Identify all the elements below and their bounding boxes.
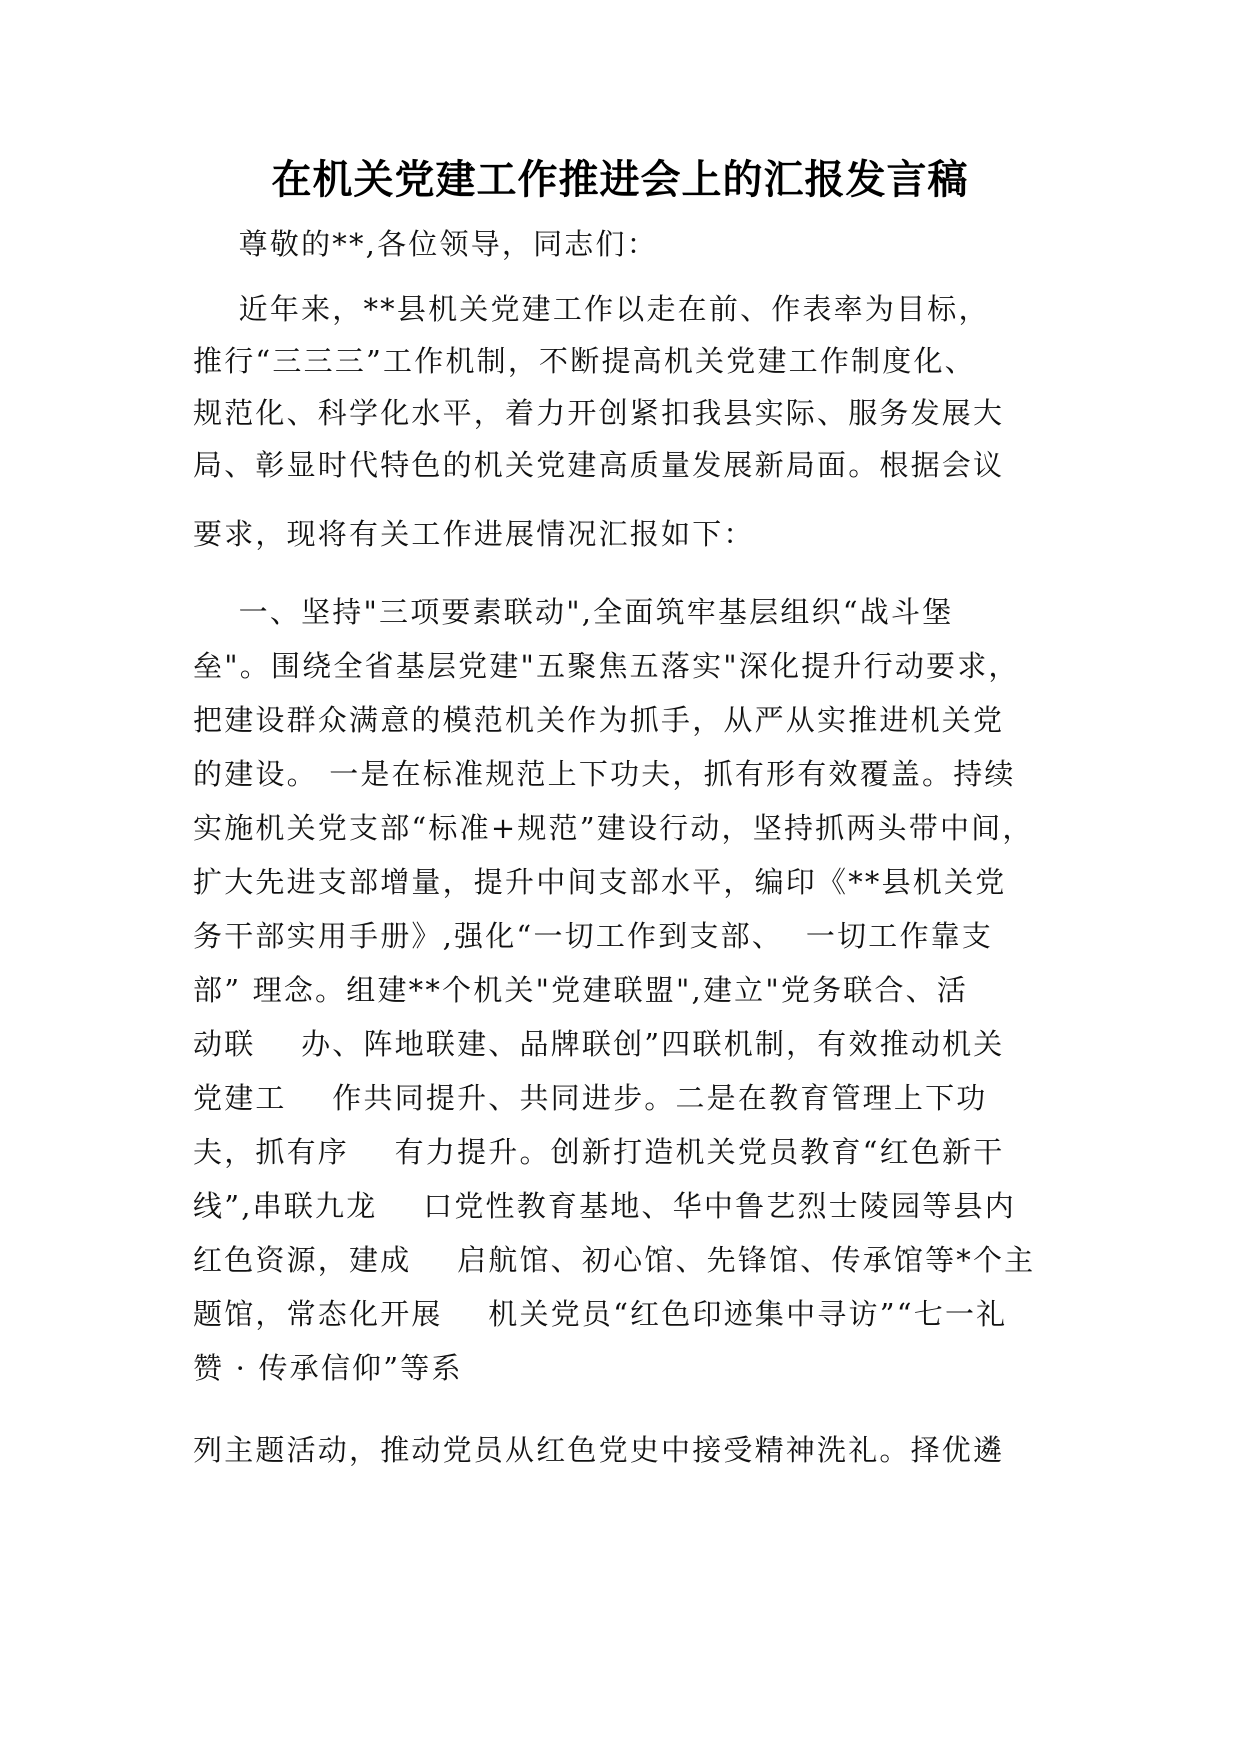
body-line: 推行“三三三”工作机制，不断提高机关党建工作制度化、 [193, 344, 976, 378]
body-line: 近年来，**县机关党建工作以走在前、作表率为目标， [193, 292, 990, 326]
body-line: 把建设群众满意的模范机关作为抓手，从严从实推进机关党 [193, 703, 1005, 737]
body-line: 党建工 作共同提升、共同进步。二是在教育管理上下功 [193, 1081, 988, 1115]
section-heading-line: 一、坚持"三项要素联动",全面筑牢基层组织“战斗堡 [193, 595, 954, 629]
body-line: 的建设。 一是在标准规范上下功夫，抓有形有效覆盖。持续 [193, 757, 1016, 791]
body-line: 实施机关党支部“标准+规范”建设行动，坚持抓两头带中间， [193, 811, 1034, 845]
body-line: 部” 理念。组建**个机关"党建联盟",建立"党务联合、活 [193, 973, 969, 1007]
body-line: 线”,串联九龙 口党性教育基地、华中鲁艺烈士陵园等县内 [193, 1189, 1016, 1223]
document-title: 在机关党建工作推进会上的汇报发言稿 [271, 157, 969, 203]
body-line: 要求，现将有关工作进展情况汇报如下： [193, 517, 755, 551]
salutation-line: 尊敬的**,各位领导，同志们： [193, 227, 658, 261]
body-line: 赞 · 传承信仰”等系 [193, 1351, 463, 1385]
body-line: 红色资源，建成 启航馆、初心馆、先锋馆、传承馆等*个主 [193, 1243, 1036, 1277]
body-line: 动联 办、阵地联建、品牌联创”四联机制，有效推动机关 [193, 1027, 1005, 1061]
body-line: 务干部实用手册》,强化“一切工作到支部、 一切工作靠支 [193, 919, 994, 953]
body-line: 规范化、科学化水平，着力开创紧扣我县实际、服务发展大 [193, 396, 1005, 430]
body-line: 夫，抓有序 有力提升。创新打造机关党员教育“红色新干 [193, 1135, 1005, 1169]
body-line: 列主题活动，推动党员从红色党史中接受精神洗礼。择优遴 [193, 1433, 1005, 1467]
body-line: 垒"。围绕全省基层党建"五聚焦五落实"深化提升行动要求， [193, 649, 1020, 683]
body-line: 题馆，常态化开展 机关党员“红色印迹集中寻访”“七一礼 [193, 1297, 1008, 1331]
body-line: 扩大先进支部增量，提升中间支部水平，编印《**县机关党 [193, 865, 1007, 899]
body-line: 局、彰显时代特色的机关党建高质量发展新局面。根据会议 [193, 448, 1005, 482]
